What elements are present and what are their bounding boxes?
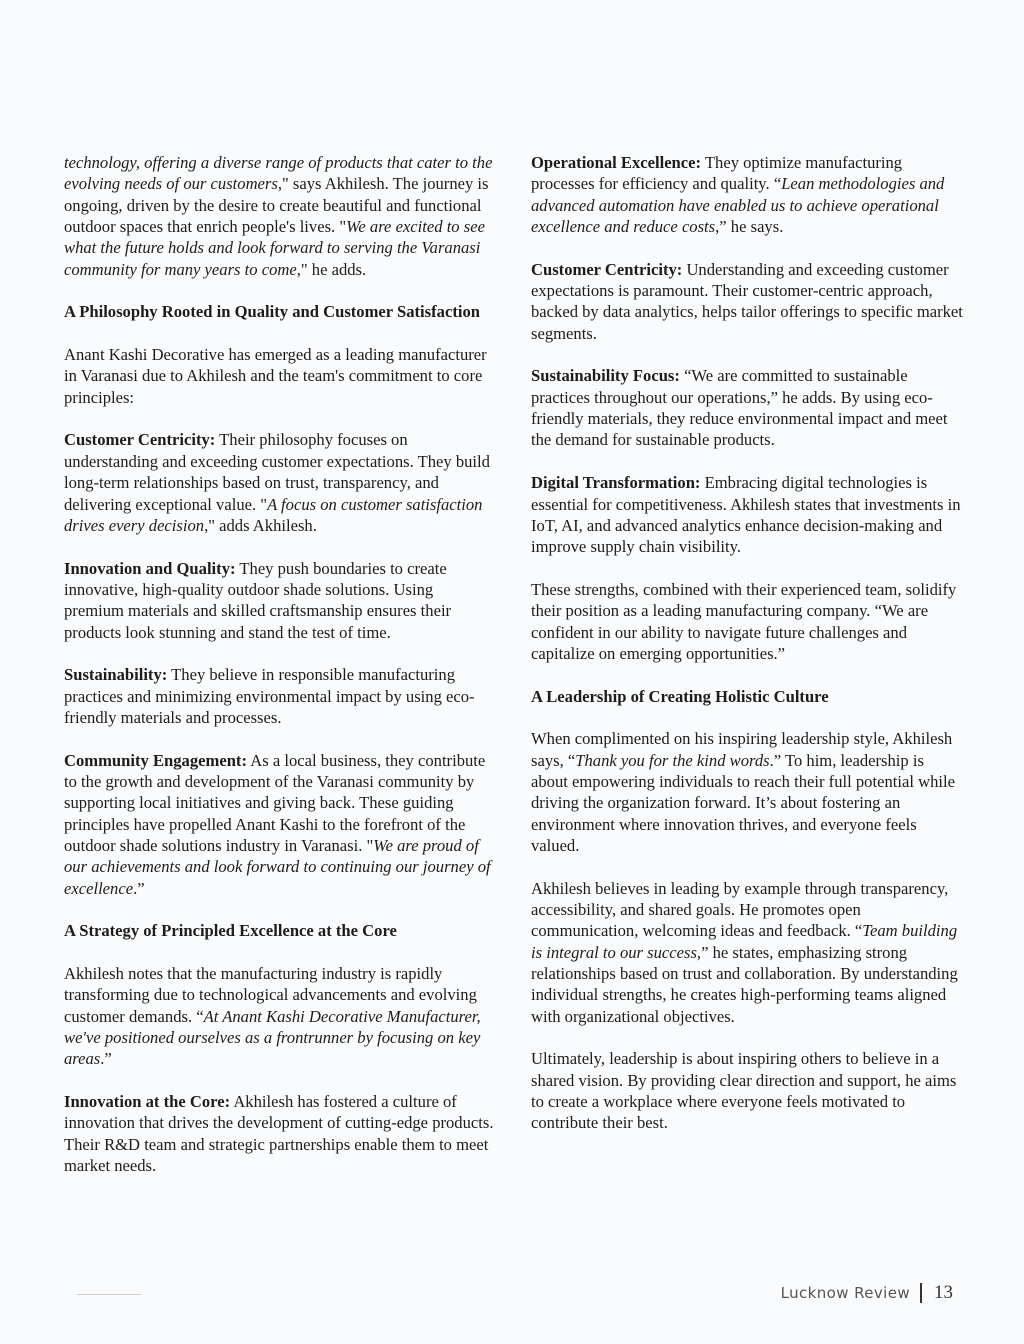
principle-label: Innovation at the Core:: [64, 1092, 231, 1112]
paragraph: [531, 365, 963, 450]
quote-text: We are excited to see what the future holds and look forward to serving the Varanasi community for many years to come: [64, 217, 485, 279]
body-text: Embracing digital technologies is essential for competitiveness. Akhilesh states that investments in IoT, AI, and advanced analytics enhance decision-making and improve supply chain visibility.: [531, 473, 961, 557]
principle-label: Digital Transformation:: [531, 473, 701, 493]
body-text: ," says Akhilesh. The journey is ongoing, driven by the desire to create beautiful and functional outdoor spaces that enrich people's lives. ": [64, 174, 489, 237]
body-text: .”: [100, 1049, 112, 1069]
body-text: They believe in responsible manufacturing practices and minimizing environmental impact by using eco-friendly materials and processes.: [64, 665, 475, 727]
section-heading: A Strategy of Principled Excellence at the Core: [64, 921, 397, 941]
paragraph: [64, 152, 496, 280]
principle-label: Innovation and Quality:: [64, 558, 236, 578]
principle-label: Community Engagement:: [64, 750, 247, 770]
body-text: ," he adds.: [296, 259, 367, 279]
quote-text: Lean methodologies and advanced automation have enabled us to achieve operational excellence and reduce costs: [531, 174, 945, 237]
principle-label: Sustainability:: [64, 665, 168, 685]
principle-label: Customer Centricity:: [64, 430, 216, 450]
body-text: .”: [133, 878, 145, 898]
quote-text: At Anant Kashi Decorative Manufacturer, we've positioned ourselves as a frontrunner by focusing on key areas: [64, 1006, 481, 1069]
body-text: “We are committed to sustainable practices throughout our operations,” he adds. By using eco-friendly materials, they reduce environmental impact and meet the demand for sustainable products.: [531, 366, 948, 450]
paragraph: [64, 664, 496, 728]
body-text: ” he states, emphasizing strong relationships based on trust and collaboration. By understanding individual strengths, he creates high-performing teams aligned with organizational objectives.: [531, 942, 958, 1026]
body-text: Akhilesh notes that the manufacturing industry is rapidly transforming due to technological advancements and evolving customer demands. “: [64, 964, 477, 1026]
paragraph: [531, 152, 963, 237]
quote-text: technology, offering a diverse range of products that cater to the evolving needs of our customers: [64, 153, 493, 194]
paragraph: [531, 728, 963, 856]
principle-label: Operational Excellence:: [531, 153, 702, 172]
body-text: ," adds Akhilesh.: [204, 515, 317, 535]
body-text: They optimize manufacturing processes for efficiency and quality. “: [531, 153, 903, 194]
paragraph: [531, 259, 963, 344]
body-text: When complimented on his inspiring leadership style, Akhilesh says, “: [531, 729, 953, 770]
paragraph: Ultimately, leadership is about inspiring others to believe in a shared vision. By providing clear direction and support, he aims to create a workplace where everyone feels motivated to contribute their best.: [531, 1049, 957, 1133]
paragraph: These strengths, combined with their experienced team, solidify their position as a leading manufacturing company. “We are confident in our ability to navigate future challenges and capitalize on emerging opportunities.”: [531, 579, 957, 663]
right-column: [531, 152, 963, 1155]
body-text: Akhilesh believes in leading by example through transparency, accessibility, and shared goals. He promotes open communication, welcoming ideas and feedback. “: [531, 878, 949, 941]
body-text: ,” he says.: [715, 217, 784, 237]
paragraph: [531, 878, 963, 1027]
body-text: As a local business, they contribute to the growth and development of the Varanasi community by supporting local initiatives and giving back. These guiding principles have propelled Anant Kashi to the forefront of the outdoor shade solutions industry in Varanasi. ": [64, 750, 486, 855]
body-text: .” To him, leadership is about empowering individuals to reach their full potential while driving the organization forward. It’s about fostering an environment where innovation thrives, and everyone feels valued.: [531, 750, 955, 855]
body-text: They push boundaries to create innovative, high-quality outdoor shade solutions. Using premium materials and skilled craftsmanship ensures their products look stunning and stand the test of time.: [64, 558, 452, 642]
paragraph: [64, 1091, 496, 1176]
quote-text: We are proud of our achievements and look forward to continuing our journey of excellence: [64, 836, 491, 898]
footer-rule: [77, 1294, 141, 1295]
magazine-name: Lucknow Review: [780, 1284, 910, 1302]
body-text: Their philosophy focuses on understanding and exceeding customer expectations. They build long-term relationships based on trust, transparency, and delivering exceptional value. ": [64, 430, 490, 514]
principle-label: Customer Centricity:: [531, 259, 683, 279]
quote-text: Team building is integral to our success,: [531, 921, 958, 962]
paragraph: [64, 558, 496, 643]
paragraph: Anant Kashi Decorative has emerged as a leading manufacturer in Varanasi due to Akhilesh and the team's commitment to core principles:: [64, 345, 487, 407]
section-heading: A Philosophy Rooted in Quality and Customer Satisfaction: [64, 302, 480, 322]
page-footer: [781, 1280, 953, 1306]
quote-text: Thank you for the kind words: [575, 750, 770, 770]
paragraph: [531, 472, 963, 557]
section-heading: A Leadership of Creating Holistic Culture: [531, 686, 829, 706]
paragraph: [64, 963, 496, 1070]
body-text: Understanding and exceeding customer expectations is paramount. Their customer-centric approach, backed by data analytics, helps tailor offerings to specific market segments.: [531, 259, 963, 343]
principle-label: Sustainability Focus:: [531, 366, 680, 386]
page-number: 13: [934, 1282, 953, 1303]
paragraph: [64, 429, 496, 536]
body-text: Akhilesh has fostered a culture of innovation that drives the development of cutting-edge products. Their R&D team and strategic partnerships enable them to meet market needs.: [64, 1092, 494, 1176]
quote-text: A focus on customer satisfaction drives every decision: [64, 494, 483, 535]
footer-divider: [920, 1283, 922, 1303]
paragraph: [64, 750, 496, 899]
left-column: [64, 152, 496, 1198]
